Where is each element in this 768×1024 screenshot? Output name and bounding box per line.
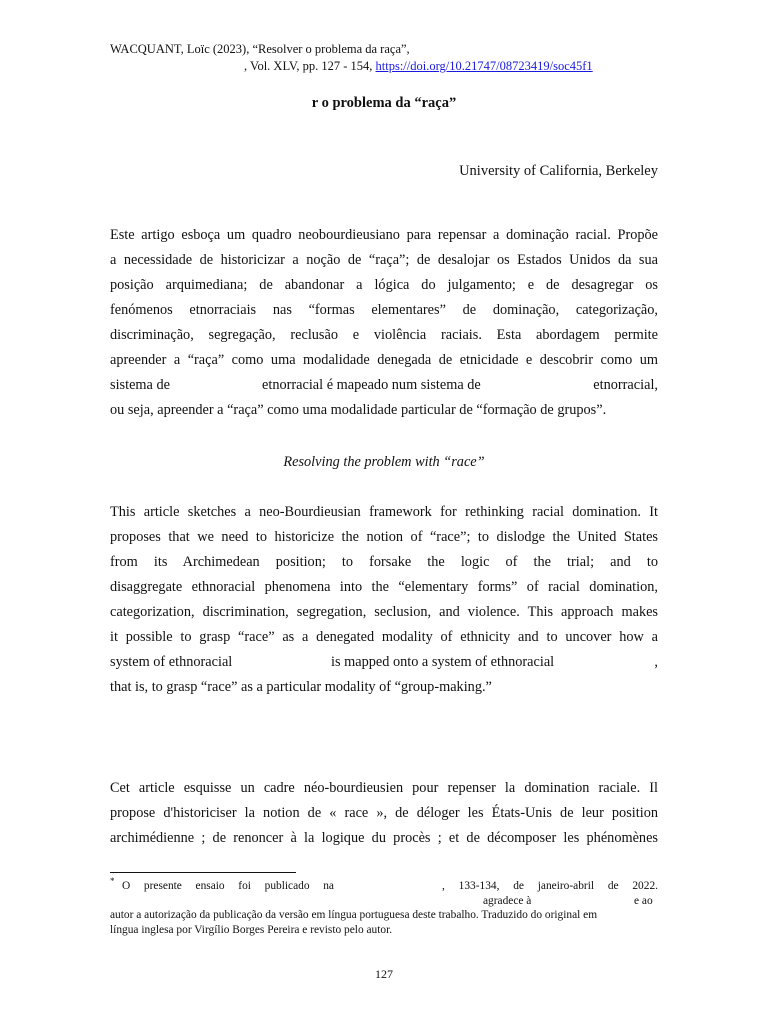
abstract-en-line: proposes that we need to historicize the notion of “race”; to dislodge the United States — [110, 529, 658, 545]
footnote-text: língua inglesa por Virgílio Borges Pereira e revisto pelo autor. — [110, 924, 393, 936]
english-title: Resolving the problem with “race” — [283, 454, 485, 470]
footnote-separator — [110, 872, 296, 873]
abstract-en-line: it possible to grasp “race” as a denegated modality of ethnicity and to uncover how a — [110, 629, 658, 645]
abstract-en-segment: , — [654, 654, 658, 670]
abstract-pt-segment: sistema de — [110, 377, 170, 393]
author-affiliation: University of California, Berkeley — [459, 163, 658, 179]
abstract-fr-line: archimédienne ; de renoncer à la logique du procès ; et de décomposer les phénomènes — [110, 830, 658, 846]
abstract-en-line: categorization, discrimination, segregation, seclusion, and violence. This approach makes — [110, 604, 658, 620]
abstract-en-segment: is mapped onto a system of ethnoracial — [331, 654, 555, 670]
abstract-pt-line: ou seja, apreender a “raça” como uma modalidade particular de “formação de grupos”. — [110, 402, 607, 418]
footnote-marker: * — [110, 876, 115, 886]
footnote-text: e ao — [634, 895, 653, 907]
abstract-en-line: disaggregate ethnoracial phenomena into the “elementary forms” of racial domination, — [110, 579, 658, 595]
abstract-fr-line: Cet article esquisse un cadre néo-bourdieusien pour repenser la domination raciale. Il — [110, 780, 658, 796]
abstract-en-segment: system of ethnoracial — [110, 654, 233, 670]
abstract-pt-line: apreender a “raça” como uma modalidade denegada de etnicidade e descobrir como um — [110, 352, 658, 368]
doi-link[interactable]: https://doi.org/10.21747/08723419/soc45f1 — [375, 59, 593, 73]
abstract-en-line: that is, to grasp “race” as a particular modality of “group-making.” — [110, 679, 492, 695]
footnote-text: agradece à — [483, 895, 532, 907]
citation-line-2 — [244, 59, 593, 74]
article-title: r o problema da “raça” — [311, 95, 457, 111]
page-number: 127 — [375, 967, 393, 981]
footnote-text: , 133-134, de janeiro-abril de 2022. — [442, 880, 658, 892]
abstract-pt-line: Este artigo esboça um quadro neobourdieusiano para repensar a dominação racial. Propõe — [110, 227, 658, 243]
abstract-en-line: from its Archimedean position; to forsake the logic of the trial; and to — [110, 554, 658, 570]
footnote-text: O presente ensaio foi publicado na — [122, 880, 334, 892]
abstract-pt-line: fenómenos etnorraciais nas “formas elementares” de dominação, categorização, — [110, 302, 658, 318]
abstract-pt-line: a necessidade de historicizar a noção de “raça”; de desalojar os Estados Unidos da sua — [110, 252, 658, 268]
abstract-pt-segment: etnorracial é mapeado num sistema de — [262, 377, 481, 393]
abstract-pt-line: discriminação, segregação, reclusão e violência raciais. Esta abordagem permite — [110, 327, 658, 343]
citation-line-1: WACQUANT, Loïc (2023), “Resolver o problema da raça”, — [110, 42, 410, 56]
abstract-pt-segment: etnorracial, — [593, 377, 658, 393]
footnote-text: autor a autorização da publicação da versão em língua portuguesa deste trabalho. Traduzido do original em — [110, 909, 598, 921]
abstract-fr-line: propose d'historiciser la notion de « race », de déloger les États-Unis de leur position — [110, 805, 658, 821]
abstract-en-line: This article sketches a neo-Bourdieusian framework for rethinking racial domination. It — [110, 504, 658, 520]
abstract-pt-line: posição arquimediana; de abandonar a lógica do julgamento; e de desagregar os — [110, 277, 658, 293]
citation-volume: , Vol. XLV, pp. 127 - 154, — [244, 59, 376, 73]
